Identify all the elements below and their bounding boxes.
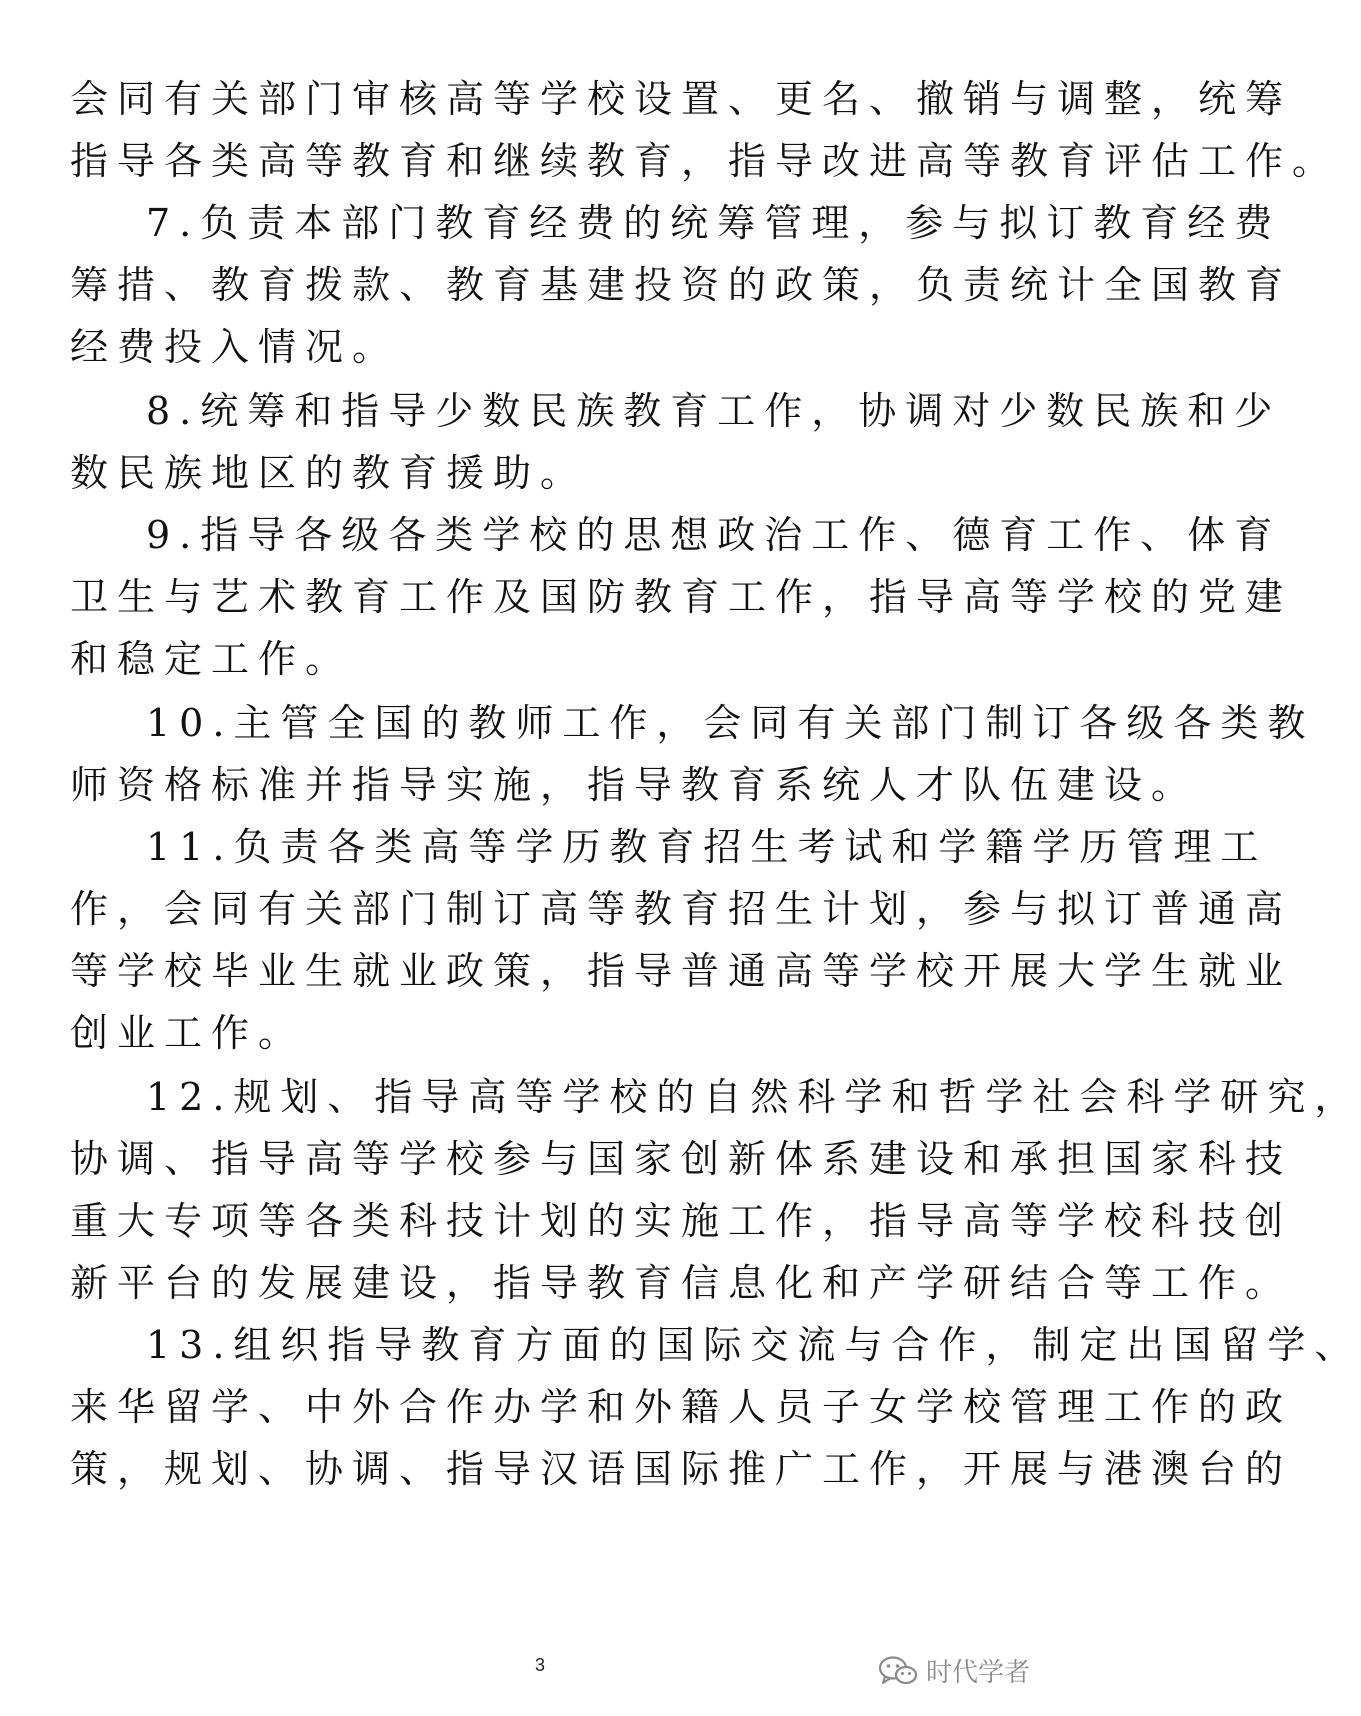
text-line: 和稳定工作。 [70, 637, 353, 681]
text-line: 11.负责各类高等学历教育招生考试和学籍学历管理工 [146, 825, 1268, 869]
text-line: 13.组织指导教育方面的国际交流与合作，制定出国留学、 [146, 1323, 1361, 1367]
text-line: 重大专项等各类科技计划的实施工作，指导高等学校科技创 [70, 1199, 1293, 1243]
wechat-icon [878, 1655, 918, 1687]
text-line: 9.指导各级各类学校的思想政治工作、德育工作、体育 [146, 513, 1282, 557]
text-line: 8.统筹和指导少数民族教育工作，协调对少数民族和少 [146, 389, 1282, 433]
text-line: 7.负责本部门教育经费的统筹管理，参与拟订教育经费 [146, 201, 1282, 245]
text-line: 等学校毕业生就业政策，指导普通高等学校开展大学生就业 [70, 949, 1293, 993]
text-line: 新平台的发展建设，指导教育信息化和产学研结合等工作。 [70, 1261, 1293, 1305]
text-line: 数民族地区的教育援助。 [70, 451, 588, 495]
page-number: 3 [534, 1655, 546, 1675]
text-line: 策，规划、协调、指导汉语国际推广工作，开展与港澳台的 [70, 1447, 1293, 1491]
text-line: 卫生与艺术教育工作及国防教育工作，指导高等学校的党建 [70, 575, 1293, 619]
watermark-text: 时代学者 [925, 1658, 1030, 1688]
text-line: 师资格标准并指导实施，指导教育系统人才队伍建设。 [70, 763, 1199, 807]
text-line: 协调、指导高等学校参与国家创新体系建设和承担国家科技 [70, 1137, 1293, 1181]
text-line: 指导各类高等教育和继续教育，指导改进高等教育评估工作。 [70, 139, 1340, 183]
text-line: 创业工作。 [70, 1011, 306, 1055]
text-line: 会同有关部门审核高等学校设置、更名、撤销与调整，统筹 [70, 77, 1293, 121]
text-line: 经费投入情况。 [70, 325, 400, 369]
watermark [878, 1652, 1030, 1689]
text-line: 12.规划、指导高等学校的自然科学和哲学社会科学研究， [146, 1075, 1361, 1119]
text-line: 10.主管全国的教师工作，会同有关部门制订各级各类教 [146, 701, 1315, 745]
text-line: 来华留学、中外合作办学和外籍人员子女学校管理工作的政 [70, 1385, 1293, 1429]
text-line: 作，会同有关部门制订高等教育招生计划，参与拟订普通高 [70, 887, 1293, 931]
text-line: 筹措、教育拨款、教育基建投资的政策，负责统计全国教育 [70, 263, 1293, 307]
